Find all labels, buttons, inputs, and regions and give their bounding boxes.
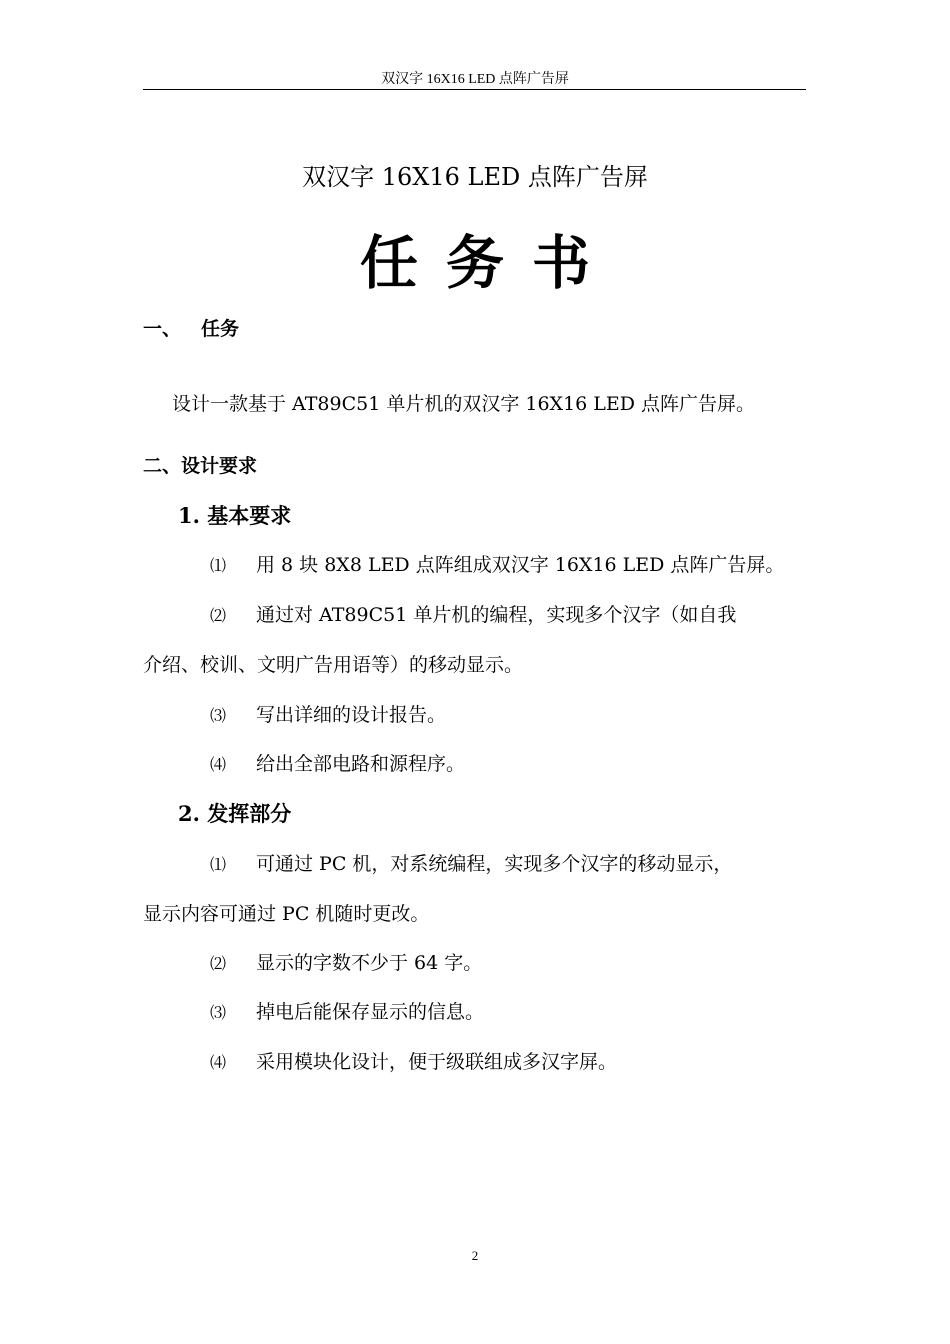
list-item-continuation: 显示内容可通过 PC 机随时更改。 — [143, 903, 430, 925]
list-item-number: ⑷ — [210, 1053, 227, 1072]
list-item-number: ⑵ — [210, 606, 227, 625]
list-item-text: 显示的字数不少于 64 字。 — [256, 952, 483, 974]
list-item-text: 掉电后能保存显示的信息。 — [256, 1001, 485, 1023]
list-item — [210, 1047, 617, 1074]
list-item-continuation: 介绍、校训、文明广告用语等）的移动显示。 — [143, 654, 524, 676]
list-item-number: ⑶ — [210, 1003, 227, 1022]
list-item-number: ⑶ — [210, 706, 227, 725]
document-heading: 任务书 — [359, 229, 618, 297]
list-item — [210, 700, 446, 727]
list-item — [210, 849, 732, 876]
document-title: 双汉字 16X16 LED 点阵广告屏 — [302, 163, 648, 191]
page-number: 2 — [471, 1248, 479, 1263]
list-item-number: ⑴ — [210, 556, 227, 575]
section-1-title: 任务 — [201, 318, 240, 340]
section-1-body: 设计一款基于 AT89C51 单片机的双汉字 16X16 LED 点阵广告屏。 — [172, 393, 756, 415]
list-item-text: 采用模块化设计，便于级联组成多汉字屏。 — [256, 1051, 618, 1073]
list-item-text: 给出全部电路和源程序。 — [256, 753, 466, 775]
subsection-1-title: 1. 基本要求 — [178, 503, 292, 528]
subsection-2-title: 2. 发挥部分 — [178, 801, 292, 826]
list-item — [210, 550, 784, 577]
list-item-number: ⑷ — [210, 755, 227, 774]
section-2-title: 二、设计要求 — [143, 455, 258, 477]
running-header: 双汉字 16X16 LED 点阵广告屏 — [381, 72, 569, 87]
list-item — [210, 948, 482, 975]
list-item — [210, 600, 736, 627]
list-item-text: 可通过 PC 机，对系统编程，实现多个汉字的移动显示， — [256, 853, 733, 875]
list-item-text: 通过对 AT89C51 单片机的编程，实现多个汉字（如自我 — [256, 604, 737, 626]
list-item-text: 用 8 块 8X8 LED 点阵组成双汉字 16X16 LED 点阵广告屏。 — [256, 554, 785, 576]
list-item-text: 写出详细的设计报告。 — [256, 704, 447, 726]
list-item — [210, 997, 484, 1024]
list-item — [210, 749, 465, 776]
list-item-number: ⑴ — [210, 855, 227, 874]
header-rule — [143, 89, 806, 90]
section-1-label: 一、 — [143, 318, 182, 340]
list-item-number: ⑵ — [210, 954, 227, 973]
